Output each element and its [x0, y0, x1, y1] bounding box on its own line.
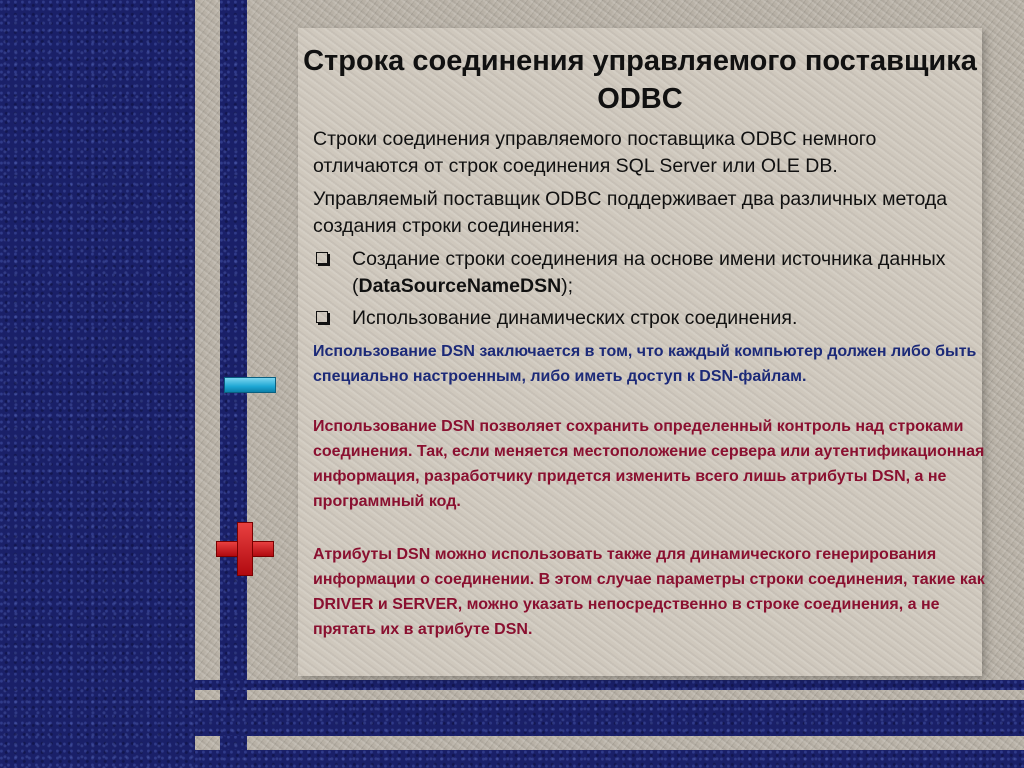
text-run: Использование	[313, 343, 442, 360]
keyword: DSN	[396, 546, 431, 563]
text-run: можно использовать также для динамического генерирования информации о соединении. В этом случае параметры строки соединения, такие как	[313, 546, 985, 588]
intro-paragraph-1: Строки соединения управляемого поставщика ODBC немного отличаются от строк соединения SQL Server или OLE DB.	[313, 128, 877, 177]
bullet-text: Создание строки соединения на основе имени источника данных (	[352, 248, 946, 297]
keyword: SERVER	[392, 596, 458, 613]
text-run: и	[373, 596, 393, 613]
text-run: , а не программный код.	[313, 468, 947, 510]
keyword: DRIVER	[313, 596, 374, 613]
bullet-text: );	[561, 275, 574, 297]
keyword: DSN	[699, 368, 734, 385]
minus-icon	[224, 377, 276, 393]
text-run: позволяет сохранить определенный контроль над строками соединения. Так, если меняется местоположение сервера или аутентификационная информация, разработчику придется изменить всего лишь атрибуты	[313, 418, 985, 485]
keyword: DSN	[871, 468, 906, 485]
checkbox-bullet-icon	[316, 311, 328, 323]
bullet-keyword: DataSourceNameDSN	[358, 275, 562, 297]
keyword: DSN	[441, 343, 475, 360]
text-run: , можно указать непосредственно в строке соединения, а не прятать их в атрибуте	[313, 596, 940, 638]
text-run: .	[527, 621, 533, 638]
bullet-item-dsn	[352, 246, 982, 300]
dsn-usage-paragraph	[313, 339, 985, 389]
intro-paragraph-2: Управляемый поставщик ODBC поддерживает два различных метода создания строки соединения:	[313, 188, 948, 237]
checkbox-bullet-icon	[316, 252, 328, 264]
bullet-item-dynamic	[352, 305, 982, 332]
keyword: DSN	[494, 621, 528, 638]
text-run: -файлам.	[733, 368, 807, 385]
text-run: Использование	[313, 418, 442, 435]
slide-title: Строка соединения управляемого поставщика ODBC	[303, 45, 977, 115]
dsn-control-paragraph	[313, 414, 985, 514]
left-blue-panel	[0, 0, 195, 768]
keyword: DSN	[441, 418, 475, 435]
bottom-blue-stripe-base	[195, 750, 1024, 768]
text-run: Атрибуты	[313, 546, 397, 563]
plus-icon	[216, 522, 274, 576]
bullet-text: Использование динамических строк соединения.	[352, 307, 798, 329]
plus-icon-vertical-bar	[237, 522, 253, 576]
bottom-blue-stripe-thin	[195, 680, 1024, 690]
bottom-blue-stripe-wide	[195, 700, 1024, 736]
text-run: заключается в том, что каждый компьютер должен либо быть специально настроенным, либо иметь доступ к	[313, 343, 977, 385]
dsn-dynamic-paragraph	[313, 542, 985, 642]
